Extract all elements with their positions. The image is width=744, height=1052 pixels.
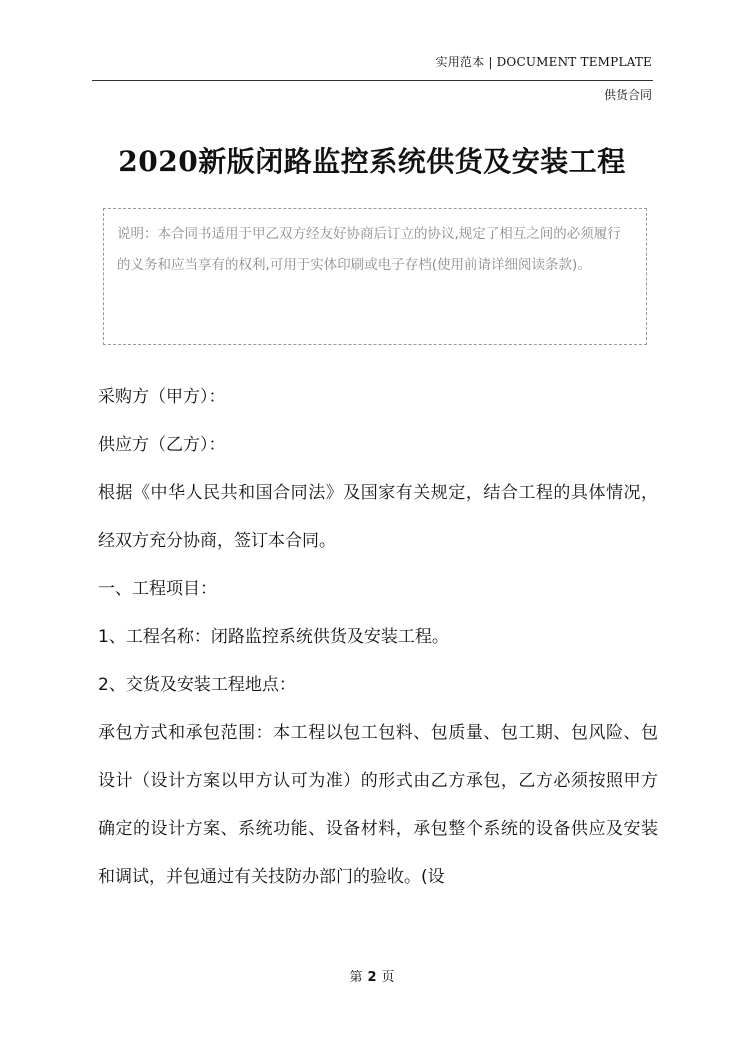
supplier-line: 供应方（乙方）：	[98, 435, 226, 455]
project-location-line: 2、交货及安装工程地点：	[98, 675, 296, 695]
usage-note-box	[103, 208, 647, 345]
project-name-line: 1、工程名称：闭路监控系统供货及安装工程。	[98, 627, 449, 647]
header-divider	[92, 80, 653, 81]
preamble-paragraph: 根据《中华人民共和国合同法》及国家有关规定，结合工程的具体情况，经双方充分协商，签订本合同。	[98, 483, 658, 551]
contract-scope-paragraph: 承包方式和承包范围：本工程以包工包料、包质量、包工期、包风险、包设计（设计方案以甲方认可为准）的形式由乙方承包，乙方必须按照甲方确定的设计方案、系统功能、设备材料，承包整个系统的设备供应及安装和调试，并包通过有关技防办部门的验收。(设	[98, 723, 658, 887]
page-number: 2	[367, 970, 377, 985]
document-title: 2020新版闭路监控系统供货及安装工程	[118, 145, 626, 178]
page-footer	[0, 966, 744, 985]
section-heading-project: 一、工程项目：	[98, 579, 217, 599]
buyer-line: 采购方（甲方）：	[98, 387, 226, 407]
page-suffix: 页	[381, 970, 395, 985]
page-prefix: 第	[349, 970, 363, 985]
contract-type-label: 供货合同	[603, 88, 652, 102]
document-template-header: 实用范本 | DOCUMENT TEMPLATE	[435, 55, 652, 69]
contract-body	[98, 373, 658, 901]
usage-note-text: 说明：本合同书适用于甲乙双方经友好协商后订立的协议,规定了相互之间的必须履行的义务和应当享有的权利,可用于实体印刷或电子存档(使用前请详细阅读条款)。	[117, 226, 621, 273]
